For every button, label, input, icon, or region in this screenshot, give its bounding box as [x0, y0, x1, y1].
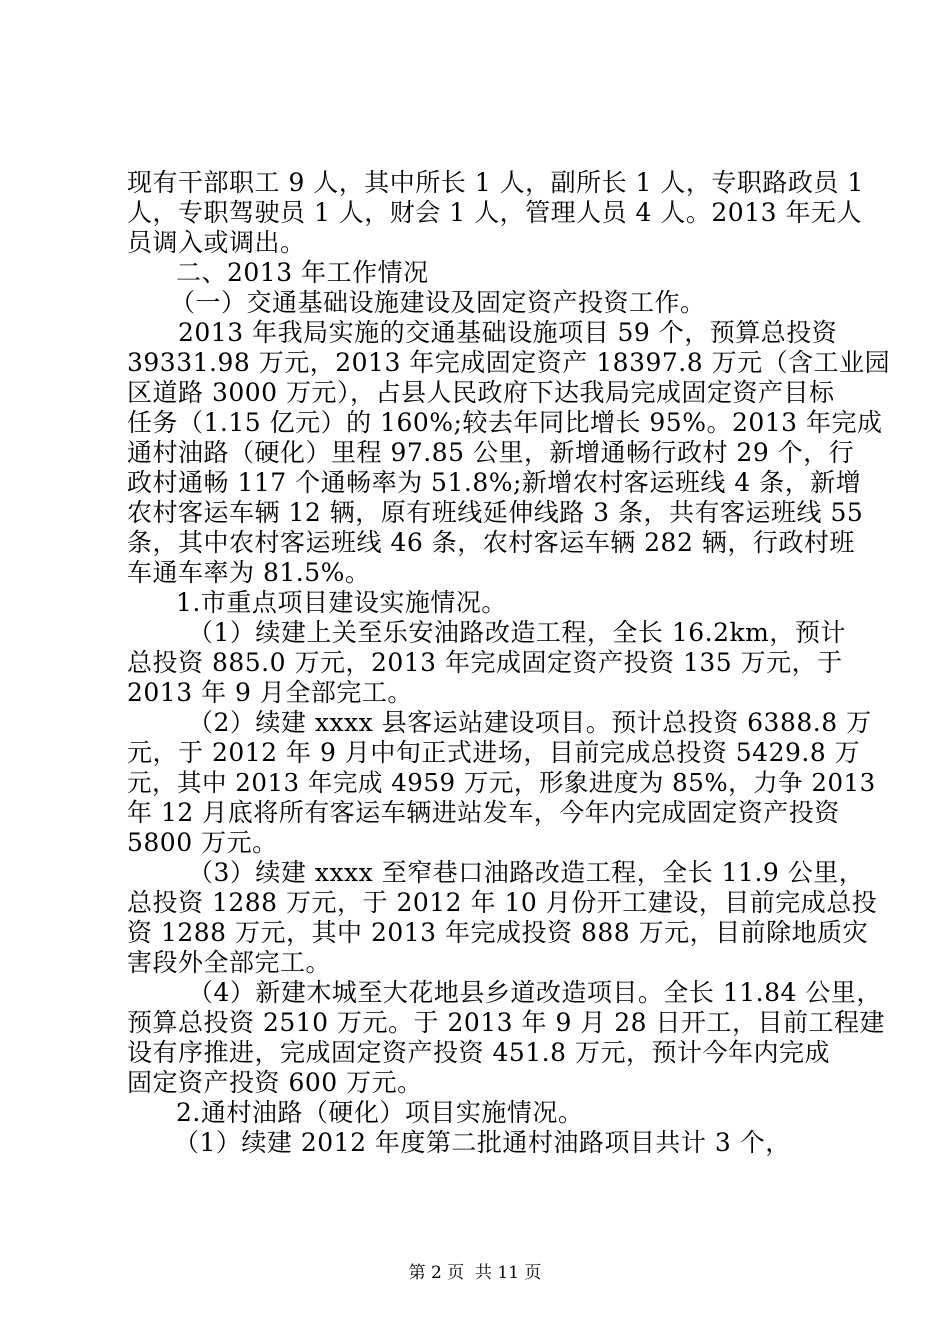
- body-line: 预算总投资 2510 万元。于 2013 年 9 月 28 日开工，目前工程建: [127, 1008, 886, 1037]
- body-line: 元，其中 2013 年完成 4959 万元，形象进度为 85%，力争 2013: [127, 768, 876, 797]
- body-line: 通村油路（硬化）里程 97.85 公里，新增通畅行政村 29 个，行: [127, 438, 855, 467]
- body-line: 设有序推进，完成固定资产投资 451.8 万元，预计今年内完成: [127, 1038, 830, 1067]
- body-line: （1）续建上关至乐安油路改造工程，全长 16.2km，预计: [188, 618, 846, 647]
- body-line: 任务（1.15 亿元）的 160%;较去年同比增长 95%。2013 年完成: [127, 408, 883, 437]
- body-line: 车通车率为 81.5%。: [127, 558, 371, 587]
- body-line: 现有干部职工 9 人，其中所长 1 人，副所长 1 人，专职路政员 1: [127, 168, 864, 197]
- body-line: 5800 万元。: [127, 828, 278, 857]
- body-line: （2）续建 xxxx 县客运站建设项目。预计总投资 6388.8 万: [188, 708, 872, 737]
- body-line: （1）续建 2012 年度第二批通村油路项目共计 3 个，: [174, 1128, 791, 1157]
- body-line: 总投资 1288 万元，于 2012 年 10 月份开工建设，目前完成总投: [127, 888, 878, 917]
- item-heading: 2.通村油路（硬化）项目实施情况。: [176, 1098, 584, 1127]
- body-line: 人，专职驾驶员 1 人，财会 1 人，管理人员 4 人。2013 年无人: [127, 198, 862, 227]
- body-line: 总投资 885.0 万元，2013 年完成固定资产投资 135 万元，于: [127, 648, 843, 677]
- body-line: 39331.98 万元，2013 年完成固定资产 18397.8 万元（含工业园: [127, 348, 891, 377]
- body-line: 员调入或调出。: [127, 228, 306, 257]
- body-line: 条，其中农村客运班线 46 条，农村客运车辆 282 辆，行政村班: [127, 528, 855, 557]
- section-heading: 二、2013 年工作情况: [176, 258, 429, 287]
- subsection-heading: （一）交通基础设施建设及固定资产投资工作。: [170, 288, 706, 317]
- body-line: 区道路 3000 万元），占县人民政府下达我局完成固定资产目标: [127, 378, 835, 407]
- body-line: 固定资产投资 600 万元。: [127, 1068, 423, 1097]
- page-number-footer: 第 2 页 共 11 页: [408, 1263, 542, 1283]
- body-line: 元，于 2012 年 9 月中旬正式进场，目前完成总投资 5429.8 万: [127, 738, 861, 767]
- body-line: 2013 年我局实施的交通基础设施项目 59 个，预算总投资: [178, 318, 838, 347]
- item-heading: 1.市重点项目建设实施情况。: [176, 588, 507, 617]
- body-line: 资 1288 万元，其中 2013 年完成投资 888 万元，目前除地质灾: [127, 918, 869, 947]
- body-line: 2013 年 9 月全部完工。: [127, 678, 413, 707]
- body-line: 农村客运车辆 12 辆，原有班线延伸线路 3 条，共有客运班线 55: [127, 498, 864, 527]
- body-line: （3）续建 xxxx 至窄巷口油路改造工程，全长 11.9 公里，: [188, 858, 865, 887]
- body-line: 政村通畅 117 个通畅率为 51.8%;新增农村客运班线 4 条，新增: [127, 468, 862, 497]
- body-line: （4）新建木城至大花地县乡道改造项目。全长 11.84 公里，: [188, 978, 882, 1007]
- body-line: 害段外全部完工。: [127, 948, 332, 977]
- body-line: 年 12 月底将所有客运车辆进站发车，今年内完成固定资产投资: [127, 798, 840, 827]
